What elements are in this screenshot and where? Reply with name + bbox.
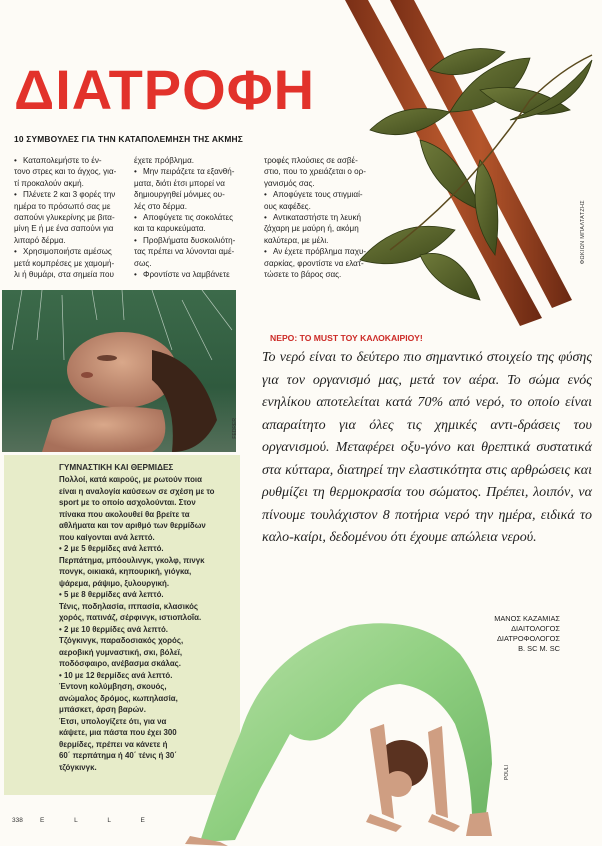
- tip-line: καλύτερα, με μέλι.: [264, 235, 329, 245]
- gym-line: Έτσι, υπολογίζετε ότι, για να: [59, 716, 167, 726]
- tip-line: • Αποφύγετε τους στιγμιαί-: [264, 190, 363, 200]
- tip-line: έχετε πρόβλημα.: [134, 156, 195, 165]
- tip-line: σαρκίας, φροντίστε να ελατ-: [264, 258, 364, 268]
- tip-line: λές στο δέρμα.: [134, 201, 187, 211]
- photo-credit-herbs: ΦΩΚΙΩΝ ΜΠΑΛΤΑΤΖΗΣ: [580, 200, 586, 265]
- photo-credit-woman: FEDRER: [232, 418, 238, 439]
- tip-line: • Πλένετε 2 και 3 φορές την: [14, 190, 116, 200]
- yoga-pose-image: [170, 614, 510, 846]
- gym-line: τζόγκινγκ.: [59, 762, 97, 772]
- tip-line: • Αντικαταστήστε τη λευκή: [264, 213, 362, 223]
- gym-line: ποδόσφαιρο, ανέβασμα σκάλας.: [59, 659, 181, 668]
- gym-line: 60΄ περπάτημα ή 40΄ τένις ή 30΄: [59, 751, 177, 760]
- bullet-icon: •: [14, 156, 17, 165]
- tip-line: ματα, διότι έτσι μπορεί να: [134, 178, 225, 188]
- tip-line: • Μην πειράζετε τα εξανθή-: [134, 167, 235, 177]
- woman-water-photo: [2, 290, 236, 452]
- bullet-icon: •: [134, 235, 137, 245]
- tip-line: • Χρησιμοποιήστε αμέσως: [14, 247, 112, 257]
- cinnamon-bay-leaves-image: [330, 0, 602, 330]
- tip-line: τας πρέπει να λύνονται αμέ-: [134, 247, 235, 257]
- tip-line: λι ή θυμάρι, στα σημεία που: [14, 270, 114, 280]
- author-role-2: ΔΙΑΤΡΟΦΟΛΟΓΟΣ: [497, 634, 560, 643]
- tip-line: δημιουργηθεί μόνιμες ου-: [134, 190, 225, 200]
- tip-line: σως.: [134, 258, 152, 268]
- tips-column-2: [134, 155, 258, 280]
- tip-line: τροφές πλούσιες σε ασβέ-: [264, 156, 358, 165]
- tip-line: ζάχαρη με μαύρη ή, ακόμη: [264, 224, 359, 234]
- gym-line: χορός, πατινάζ, σέρφινγκ, ιστιοπλοΐα.: [59, 613, 202, 622]
- gym-line: αθλήματα και τον αριθμό των θερμίδων: [59, 521, 206, 530]
- page-number: 338: [12, 817, 23, 824]
- gym-line: Έντονη κολύμβηση, σκουός,: [59, 682, 167, 691]
- gym-line: μπάσκετ, άρση βαρών.: [59, 705, 146, 714]
- gym-line: κάψετε, μια πάστα που έχει 300: [59, 728, 177, 737]
- tip-line: λιπαρό δέρμα.: [14, 235, 66, 245]
- gym-line: Περπάτημα, μπόουλινγκ, γκολφ, πινγκ: [59, 555, 205, 565]
- gym-line: • 5 με 8 θερμίδες ανά λεπτό.: [59, 590, 164, 599]
- tip-line: μίνη Ε ή με ένα σαπούνι για: [14, 224, 114, 234]
- bullet-icon: •: [14, 247, 17, 257]
- gym-line: που καίγονται ανά λεπτό.: [59, 532, 155, 542]
- gym-line: Τένις, ποδηλασία, ιππασία, κλασικός: [59, 601, 199, 611]
- bullet-icon: •: [134, 213, 137, 223]
- gym-line: sport με το οποίο ασχολούνται. Στον: [59, 498, 196, 507]
- bullet-icon: •: [264, 190, 267, 200]
- tip-line: • Αν έχετε πρόβλημα παχυ-: [264, 247, 367, 257]
- water-body-text: Το νερό είναι το δεύτερο πιο σημαντικό στοιχείο της φύσης για τον οργανισμό μας, μετά τον αέρα. Το σώμα ενός ενηλίκου αποτελείται κατά 70% από νερό, το οποίο είναι απαραίτητο για όλες τις χημικές αντι-δράσεις του οργανισμού. Μεταφέρει οξυ-γόνο και θρεπτικά συστατικά στα κύτταρα, διατηρεί την ελαστικότητα στις αρθρώσεις και ρυθμίζει τη θερμοκρασία του σώματος. Πρέπει, λοιπόν, να πίνουμε τουλάχιστον 8 ποτήρια νερό την ημέρα, ειδικά το καλο-καίρι, δεδομένου ότι έχουμε απώλεια νερού.: [262, 350, 592, 545]
- gym-line: ψάρεμα, ράψιμο, ξυλουργική.: [59, 578, 170, 588]
- article-subtitle: 10 ΣΥΜΒΟΥΛΕΣ ΓΙΑ ΤΗΝ ΚΑΤΑΠΟΛΕΜΗΣΗ ΤΗΣ ΑΚΜΗΣ: [14, 134, 244, 144]
- photo-credit-yoga: POULI: [504, 765, 510, 781]
- tip-line: ους καφέδες.: [264, 201, 311, 211]
- tip-line: τώσετε το βάρος σας.: [264, 270, 342, 280]
- gym-line: • 2 με 5 θερμίδες ανά λεπτό.: [59, 544, 164, 553]
- gym-line: είναι η αναλογία καύσεων σε σχέση με το: [59, 486, 215, 496]
- gym-line: • 2 με 10 θερμίδες ανά λεπτό.: [59, 624, 168, 634]
- gym-line: πίνακα που ακολουθεί θα βρείτε τα: [59, 509, 190, 519]
- author-role-1: ΔΙΑΙΤΟΛΟΓΟΣ: [511, 624, 560, 633]
- tip-line: σαπούνι γλυκερίνης με βιτα-: [14, 213, 115, 223]
- magazine-brand: E L L E: [40, 817, 159, 824]
- bullet-icon: •: [264, 247, 267, 257]
- page-title: ΔΙΑΤΡΟΦΗ: [14, 58, 316, 121]
- tip-line: τί προκαλούν ακμή.: [14, 178, 84, 188]
- tip-line: • Προβλήματα δυσκοιλιότη-: [134, 235, 236, 245]
- author-name: ΜΑΝΟΣ ΚΑΖΑΜΙΑΣ: [494, 614, 560, 623]
- bullet-icon: •: [134, 270, 137, 280]
- bullet-icon: •: [14, 190, 17, 200]
- gym-line: ανώμαλος δρόμος, κωπηλασία,: [59, 693, 178, 703]
- tip-line: • Καταπολεμήστε το έν-: [14, 156, 102, 165]
- gym-line: • 10 με 12 θερμίδες ανά λεπτό.: [59, 670, 173, 680]
- tip-line: • Φροντίστε να λαμβάνετε: [134, 270, 230, 280]
- gym-line: Πολλοί, κατά καιρούς, με ρωτούν ποια: [59, 475, 202, 484]
- tip-line: στιο, που το χρειάζεται ο ορ-: [264, 167, 366, 177]
- tips-column-1: [14, 155, 124, 280]
- bullet-icon: •: [264, 213, 267, 223]
- bullet-icon: •: [134, 167, 137, 177]
- gym-title: ΓΥΜΝΑΣΤΙΚΗ ΚΑΙ ΘΕΡΜΙΔΕΣ: [59, 463, 174, 472]
- tip-line: ημέρα το πρόσωπό σας με: [14, 201, 111, 211]
- water-heading: ΝΕΡΟ: ΤΟ MUST ΤΟΥ ΚΑΛΟΚΑΙΡΙΟΥ!: [270, 333, 423, 343]
- author-degrees: B. SC M. SC: [518, 644, 560, 653]
- tip-line: γανισμός σας.: [264, 178, 315, 188]
- tip-line: • Αποφύγετε τις σοκολάτες: [134, 213, 233, 223]
- gym-line: Τζόγκινγκ, παραδοσιακός χορός,: [59, 636, 184, 645]
- tip-line: και τα καρυκεύματα.: [134, 224, 206, 234]
- gym-line: θερμίδες, πρέπει να κάνετε ή: [59, 739, 168, 749]
- gym-line: αεροβική γυμναστική, σκι, βόλεϊ,: [59, 647, 183, 657]
- tip-line: τονο στρες και το άγχος, για-: [14, 167, 117, 177]
- tip-line: μετά κομπρέσες με χαμομή-: [14, 258, 115, 268]
- gym-line: πονγκ, οικιακά, κηπουρική, γιόγκα,: [59, 567, 192, 576]
